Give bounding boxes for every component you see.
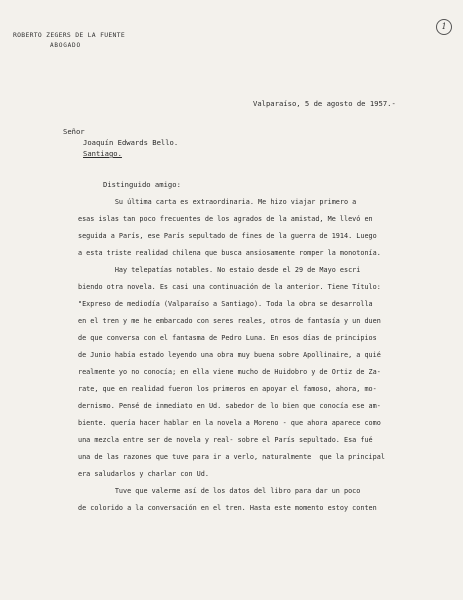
greeting: Distinguido amigo: xyxy=(103,180,181,189)
letter-date: Valparaíso, 5 de agosto de 1957.- xyxy=(253,99,396,108)
body-line: a esta triste realidad chilena que busca ansiosamente romper la monotonía. xyxy=(78,249,381,257)
body-line: rate, que en realidad fueron los primeros en apoyar el famoso, ahora, mo- xyxy=(78,385,377,393)
body-line: en el tren y me he embarcado con seres reales, otros de fantasía y un duen xyxy=(78,317,381,325)
addressee-salutation: Señor xyxy=(63,127,85,136)
body-line: dernismo. Pensé de inmediato en Ud. sabedor de lo bien que conocía ese am- xyxy=(78,402,381,410)
body-line: una de las razones que tuve para ir a verlo, naturalmente que la principal xyxy=(78,453,385,461)
addressee-name: Joaquín Edwards Bello. xyxy=(83,138,179,147)
body-line: de Junio había estado leyendo una obra muy buena sobre Apollinaire, a quié xyxy=(78,351,381,359)
body-line: biente. quería hacer hablar en la novela a Moreno - que ahora aparece como xyxy=(78,419,381,427)
body-line: realmente yo no conocía; en ella viene mucho de Huidobro y de Ortiz de Za- xyxy=(78,368,381,376)
letterhead-title: ABOGADO xyxy=(50,42,81,49)
body-line: "Expreso de mediodía (Valparaíso a Santiago). Toda la obra se desarrolla xyxy=(78,300,373,308)
letter-body xyxy=(78,194,454,517)
body-line: de que conversa con el fantasma de Pedro Luna. En esos días de principios xyxy=(78,334,377,342)
body-line: de colorido a la conversación en el tren. Hasta este momento estoy conten xyxy=(78,504,377,512)
body-line: seguida a París, ese París sepultado de fines de la guerra de 1914. Luego xyxy=(78,232,377,240)
body-line: esas islas tan poco frecuentes de los agrados de la amistad, Me llevó en xyxy=(78,215,373,223)
body-line: una mezcla entre ser de novela y real- sobre el París sepultado. Esa fué xyxy=(78,436,373,444)
body-line: biendo otra novela. Es casi una continuación de la anterior. Tiene Título: xyxy=(78,283,381,291)
body-line: era saludarlos y charlar con Ud. xyxy=(78,470,209,478)
letterhead-name: ROBERTO ZEGERS DE LA FUENTE xyxy=(13,31,125,39)
page-number: 1 xyxy=(436,19,452,35)
addressee-city: Santiago. xyxy=(83,149,122,158)
body-line: Tuve que valerme así de los datos del libro para dar un poco xyxy=(78,487,361,495)
body-line: Hay telepatías notables. No estaio desde el 29 de Mayo escri xyxy=(78,266,361,274)
body-line: Su última carta es extraordinaria. Me hizo viajar primero a xyxy=(78,198,357,206)
